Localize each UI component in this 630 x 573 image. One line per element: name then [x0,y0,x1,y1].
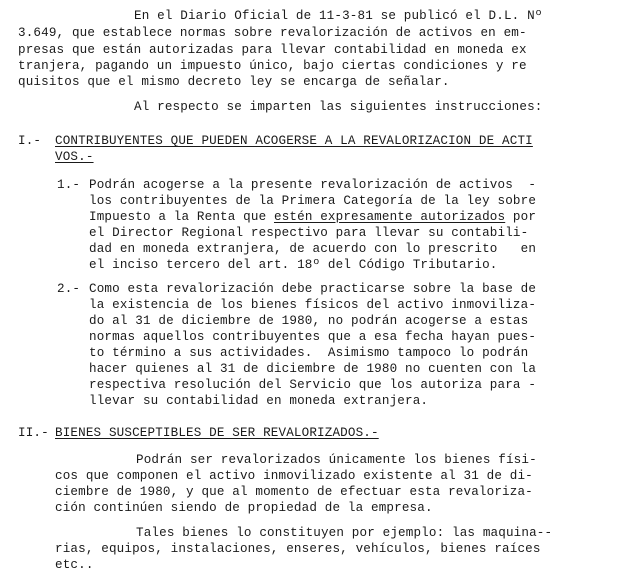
authorized-emphasis: estén expresamente autorizados [273,210,506,224]
section-2-para-2-line-3: etc.. [55,558,94,572]
intro-line-3: presas que están autorizadas para llevar contabilidad en moneda ex [18,43,527,57]
item-2-line-1: Como esta revalorización debe practicarse sobre la base de [89,282,537,296]
section-2-number: II.- [18,426,49,440]
instructions-line: Al respecto se imparten las siguientes instrucciones: [134,100,543,114]
item-1-line-1: Podrán acogerse a la presente revalorización de activos - [89,178,537,192]
item-2-line-5: to término a sus actividades. Asimismo tampoco lo podrán [89,346,529,360]
section-2-para-1-line-3: ciembre de 1980, y que al momento de efectuar esta revaloriza- [55,485,533,499]
item-2-line-4: normas aquellos contribuyentes que a esa fecha hayan pues- [89,330,537,344]
intro-line-4: tranjera, pagando un impuesto único, bajo ciertas condiciones y re [18,59,527,73]
item-1-line-3 [89,209,536,225]
section-2-para-1-line-2: cos que componen el activo inmovilizado existente al 31 de di- [55,469,533,483]
section-2-para-1-line-1: Podrán ser revalorizados únicamente los bienes físi- [136,453,537,467]
item-1-line-5: dad en moneda extranjera, de acuerdo con lo prescrito en [89,242,537,256]
item-1-line-3-end: por [505,210,537,224]
item-1-line-3-start: Impuesto a la Renta que [89,210,274,224]
item-2-number: 2.- [57,282,81,296]
item-2-line-7: respectiva resolución del Servicio que los autoriza para - [89,378,537,392]
section-2-para-2-line-1: Tales bienes lo constituyen por ejemplo: las maquina-- [136,526,553,540]
item-2-line-3: do al 31 de diciembre de 1980, no podrán acogerse a estas [89,314,529,328]
item-1-line-4: el Director Regional respectivo para llevar su contabili- [89,226,529,240]
section-1-title-line-2: VOS.- [55,150,94,164]
item-1-number: 1.- [57,178,81,192]
section-1-title-line-1: CONTRIBUYENTES QUE PUEDEN ACOGERSE A LA REVALORIZACION DE ACTI [55,134,533,148]
section-1-number: I.- [18,134,42,148]
section-2-para-2-line-2: rias, equipos, instalaciones, enseres, vehículos, bienes raíces [55,542,541,556]
item-1-line-6: el inciso tercero del art. 18º del Código Tributario. [89,258,498,272]
item-2-line-2: la existencia de los bienes físicos del activo inmoviliza- [89,298,537,312]
item-1-line-2: los contribuyentes de la Primera Categoría de la ley sobre [89,194,537,208]
section-2-title: BIENES SUSCEPTIBLES DE SER REVALORIZADOS.- [55,426,379,440]
section-2-para-1-line-4: ción continúen siendo de propiedad de la empresa. [55,501,433,515]
intro-line-2: 3.649, que establece normas sobre revalorización de activos en em- [18,26,527,40]
intro-line-1: En el Diario Oficial de 11-3-81 se publicó el D.L. Nº [134,9,543,23]
intro-line-5: quisitos que el mismo decreto ley se encarga de señalar. [18,75,450,89]
item-2-line-6: hacer quienes al 31 de diciembre de 1980 no cuenten con la [89,362,537,376]
item-2-line-8: llevar su contabilidad en moneda extranjera. [89,394,429,408]
